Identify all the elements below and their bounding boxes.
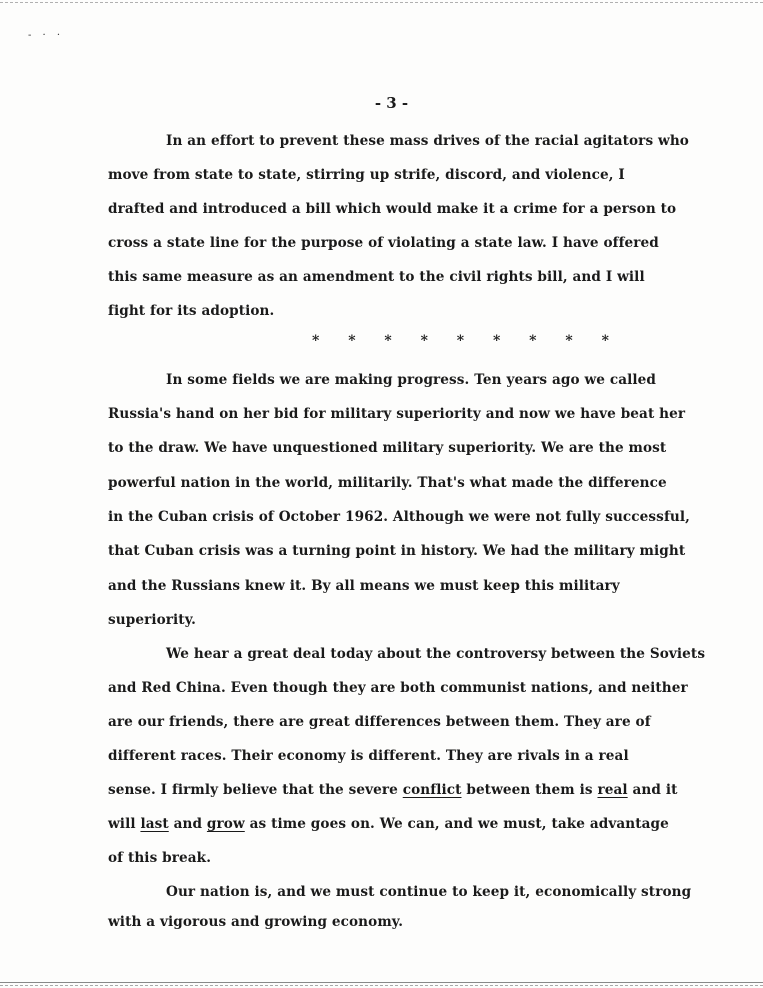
text-line: this same measure as an amendment to the civil rights bill, and I will <box>108 269 645 285</box>
text-run: and it <box>627 782 678 798</box>
text-line: move from state to state, stirring up strife, discord, and violence, I <box>108 167 625 183</box>
text-line: are our friends, there are great differences between them. They are of <box>108 714 651 730</box>
underlined-word: real <box>597 782 628 798</box>
text-line: superiority. <box>108 612 196 628</box>
bottom-edge-rule-dashed <box>0 985 763 986</box>
text-line: and the Russians knew it. By all means we must keep this military <box>108 578 620 594</box>
text-line <box>108 782 677 798</box>
text-line: with a vigorous and growing economy. <box>108 914 404 930</box>
underlined-word: grow <box>206 816 245 832</box>
text-line: fight for its adoption. <box>108 303 275 319</box>
bottom-edge-rule <box>0 982 763 983</box>
text-line: to the draw. We have unquestioned military superiority. We are the most <box>108 440 667 456</box>
text-run: and <box>168 816 207 832</box>
text-line: that Cuban crisis was a turning point in history. We had the military might <box>108 543 686 559</box>
text-line: In some fields we are making progress. Ten years ago we called <box>166 372 657 388</box>
text-line: drafted and introduced a bill which would make it a crime for a person to <box>108 201 677 217</box>
text-run: will <box>108 816 141 832</box>
text-line: different races. Their economy is different. They are rivals in a real <box>108 748 629 764</box>
text-run: sense. I firmly believe that the severe <box>108 782 403 798</box>
text-line: of this break. <box>108 850 212 866</box>
section-separator: * * * * * * * * * <box>312 333 621 349</box>
text-run: as time goes on. We can, and we must, take advantage <box>244 816 669 832</box>
page-number: - 3 - <box>374 94 409 112</box>
text-line: In an effort to prevent these mass drives of the racial agitators who <box>166 133 689 149</box>
text-line: Russia's hand on her bid for military superiority and now we have beat her <box>108 406 686 422</box>
text-line: in the Cuban crisis of October 1962. Although we were not fully successful, <box>108 509 690 525</box>
text-line <box>108 816 669 832</box>
corner-mark: - · · <box>28 30 65 41</box>
text-line: cross a state line for the purpose of violating a state law. I have offered <box>108 235 659 251</box>
underlined-word: conflict <box>402 782 462 798</box>
text-line: powerful nation in the world, militarily. That's what made the difference <box>108 475 667 491</box>
text-line: We hear a great deal today about the controversy between the Soviets <box>166 646 706 662</box>
underlined-word: last <box>140 816 169 832</box>
top-edge-rule <box>0 2 763 3</box>
text-line: Our nation is, and we must continue to keep it, economically strong <box>166 884 692 900</box>
text-line: and Red China. Even though they are both communist nations, and neither <box>108 680 688 696</box>
text-run: between them is <box>461 782 598 798</box>
